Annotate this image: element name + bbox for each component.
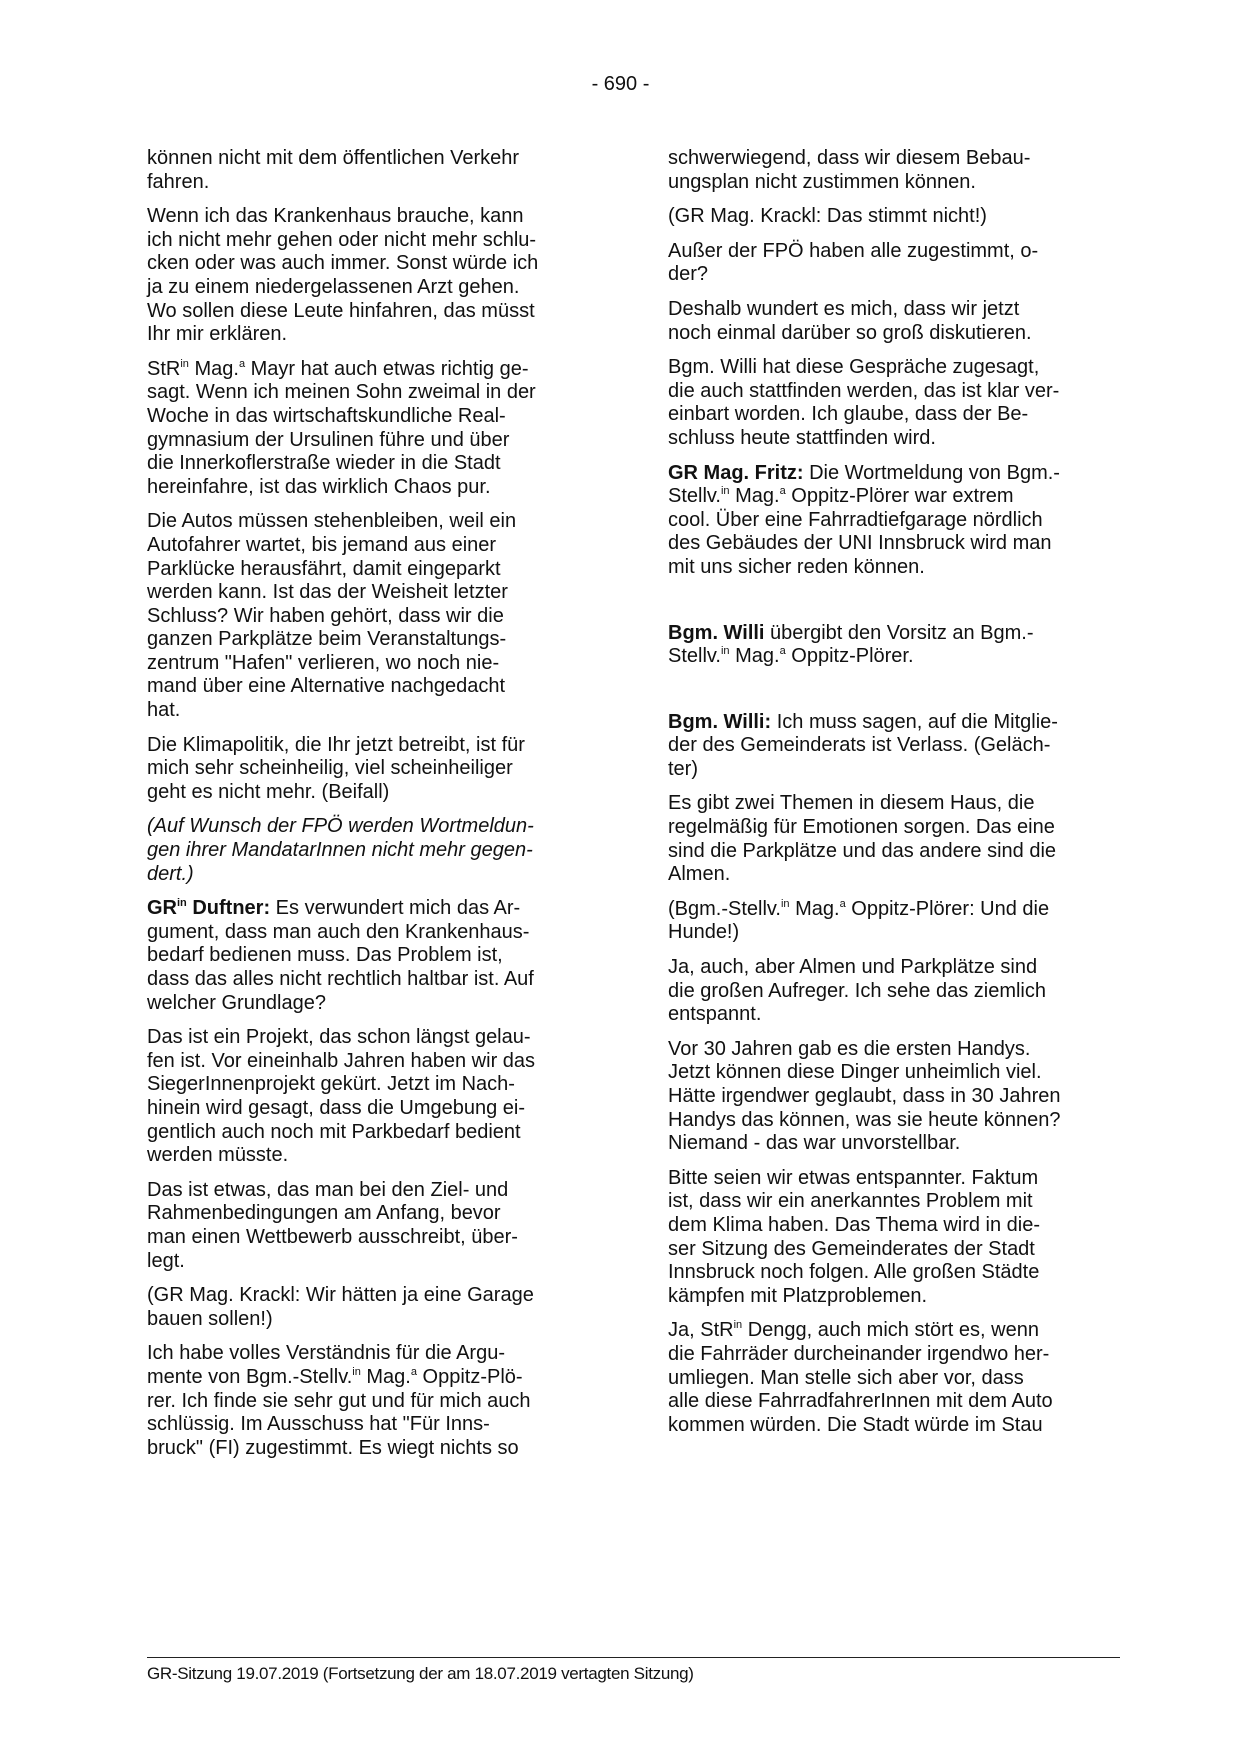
right-paragraph [668, 1319, 1120, 1437]
text-run: Oppitz-Plörer: Und die Hunde!) [668, 897, 1050, 944]
speaker-name: GR Mag. Fritz: [668, 461, 804, 484]
text-run: Mayr hat auch etwas richtig ge- sagt. Wenn ich meinen Sohn zweimal in der Woche in das wirtschaftskundliche Real- gymnasium der Ursulinen führe und über die Innerkoflerstraße wieder in die Stadt hereinfahre, ist das wirklich Chaos pur. [147, 357, 536, 498]
superscript: in [720, 485, 730, 498]
footer-rule [147, 1657, 1120, 1658]
right-paragraph: schwerwiegend, dass wir diesem Bebau- ungsplan nicht zustimmen können. [668, 147, 1031, 193]
footer-text: GR-Sitzung 19.07.2019 (Fortsetzung der am 18.07.2019 vertagten Sitzung) [147, 1664, 694, 1683]
left-paragraph [147, 1342, 599, 1460]
right-paragraph [668, 462, 1120, 580]
left-paragraph: Das ist ein Projekt, das schon längst gelau- fen ist. Vor eineinhalb Jahren haben wir das SiegerInnenprojekt gekürt. Jetzt im Nach- hinein wird gesagt, dass die Umgebung ei- gentlich auch noch mit Parkbedarf bedient werden müsste. [147, 1026, 536, 1167]
text-run: Mag. [729, 645, 780, 668]
text-run: Ich muss sagen, auf die Mitglie- der des Gemeinderats ist Verlass. (Geläch- ter) [668, 710, 1058, 780]
left-paragraph: Die Klimapolitik, die Ihr jetzt betreibt, ist für mich sehr scheinheilig, viel scheinheiliger geht es nicht mehr. (Beifall) [147, 733, 525, 803]
superscript: a [410, 1365, 417, 1378]
text-run: (Bgm.-Stellv. [668, 897, 781, 920]
left-paragraph: können nicht mit dem öffentlichen Verkehr fahren. [147, 147, 520, 193]
superscript: in [352, 1365, 361, 1378]
text-run: Dengg, auch mich stört es, wenn die Fahrräder durcheinander irgendwo her- umliegen. Man stelle sich aber vor, dass alle diese FahrradfahrerInnen mit dem Auto kommen würden. Die Stadt würde im Stau [668, 1319, 1053, 1436]
superscript: a [779, 645, 786, 658]
superscript: a [779, 485, 786, 498]
right-paragraph [668, 622, 1120, 669]
text-run: Ich habe volles Verständnis für die Argu- mente von Bgm.-Stellv. [147, 1342, 505, 1388]
text-run: Ja, StR [668, 1319, 734, 1342]
text-run: Oppitz-Plö- rer. Ich finde sie sehr gut und für mich auch schlüssig. Im Ausschuss hat "Für Inns- bruck" (FI) zugestimmt. Es wiegt nichts so [147, 1365, 531, 1459]
superscript: in [780, 897, 790, 910]
left-column [147, 147, 599, 1471]
right-paragraph [668, 711, 1120, 782]
text-run: Mag. [188, 357, 239, 380]
text-run: übergibt den Vorsitz an Bgm.- Stellv. [668, 621, 1034, 668]
text-run: Oppitz-Plörer. [785, 645, 914, 668]
text-run: Es verwundert mich das Ar- gument, dass man auch den Krankenhaus- bedarf bedienen muss. Das Problem ist, dass das alles nicht rechtlich haltbar ist. Auf welcher Grundlage? [147, 897, 534, 1014]
right-paragraph: Außer der FPÖ haben alle zugestimmt, o- der? [668, 239, 1039, 286]
speaker-name: GR [147, 897, 177, 920]
text-run: Mag. [729, 485, 780, 508]
left-paragraph: (GR Mag. Krackl: Wir hätten ja eine Garage bauen sollen!) [147, 1284, 534, 1330]
right-paragraph: Es gibt zwei Themen in diesem Haus, die regelmäßig für Emotionen sorgen. Das eine sind die Parkplätze und das andere sind die Almen. [668, 792, 1057, 886]
text-run: Mag. [360, 1365, 411, 1388]
left-paragraph: (Auf Wunsch der FPÖ werden Wortmeldun- gen ihrer MandatarInnen nicht mehr gegen- dert.) [147, 815, 534, 885]
right-paragraph [668, 898, 1120, 945]
superscript: in [720, 645, 730, 658]
right-paragraph: (GR Mag. Krackl: Das stimmt nicht!) [668, 205, 987, 228]
superscript: in [733, 1319, 743, 1332]
left-paragraph: Die Autos müssen stehenbleiben, weil ein Autofahrer wartet, bis jemand aus einer Parklücke herausfährt, damit eingeparkt werden kann. Ist das der Weisheit letzter Schluss? Wir haben gehört, dass wir die ganzen Parkplätze beim Veranstaltungs- zentrum "Hafen" verlieren, wo noch nie- mand über eine Alternative nachgedacht hat. [147, 510, 517, 722]
right-paragraph: Bgm. Willi hat diese Gespräche zugesagt, die auch stattfinden werden, das ist klar ver- einbart worden. Ich glaube, dass der Be- schluss heute stattfinden wird. [668, 356, 1060, 449]
superscript: in [180, 357, 189, 370]
right-paragraph: Bitte seien wir etwas entspannter. Faktum ist, dass wir ein anerkanntes Problem mit dem Klima haben. Das Thema wird in die- ser Sitzung des Gemeinderates der Stadt Innsbruck noch folgen. Alle großen Städte kämpfen mit Platzproblemen. [668, 1166, 1041, 1307]
page-number: - 690 - [591, 73, 650, 95]
right-paragraph: Vor 30 Jahren gab es die ersten Handys. Jetzt können diese Dinger unheimlich viel. Hätte irgendwer geglaubt, dass in 30 Jahren Handys das können, was sie heute können? Niemand - das war unvorstellbar. [668, 1037, 1061, 1155]
left-paragraph [147, 897, 599, 1015]
superscript: a [238, 357, 246, 370]
left-paragraph [147, 358, 599, 500]
right-paragraph: Deshalb wundert es mich, dass wir jetzt noch einmal darüber so groß diskutieren. [668, 297, 1032, 344]
text-run: StR [147, 357, 181, 380]
right-paragraph: Ja, auch, aber Almen und Parkplätze sind die großen Aufreger. Ich sehe das ziemlich entspannt. [668, 956, 1046, 1026]
speaker-name: Bgm. Willi: [668, 710, 772, 733]
speaker-name: Duftner: [186, 897, 271, 920]
superscript: a [839, 897, 846, 910]
text-run: Die Wortmeldung von Bgm.- Stellv. [668, 461, 1060, 508]
left-paragraph: Wenn ich das Krankenhaus brauche, kann ich nicht mehr gehen oder nicht mehr schlu- cken oder was auch immer. Sonst würde ich ja zu einem niedergelassenen Arzt gehen. Wo sollen diese Leute hinfahren, das müsst Ihr mir erklären. [147, 205, 539, 346]
speaker-name: Bgm. Willi [668, 621, 765, 644]
left-paragraph: Das ist etwas, das man bei den Ziel- und Rahmenbedingungen am Anfang, bevor man einen Wettbewerb ausschreibt, über- legt. [147, 1178, 518, 1272]
right-column [668, 147, 1120, 1448]
superscript: in [177, 897, 187, 910]
text-run: Oppitz-Plörer war extrem cool. Über eine Fahrradtiefgarage nördlich des Gebäudes der UNI Innsbruck wird man mit uns sicher reden können. [668, 485, 1052, 578]
text-run: Mag. [789, 897, 840, 920]
